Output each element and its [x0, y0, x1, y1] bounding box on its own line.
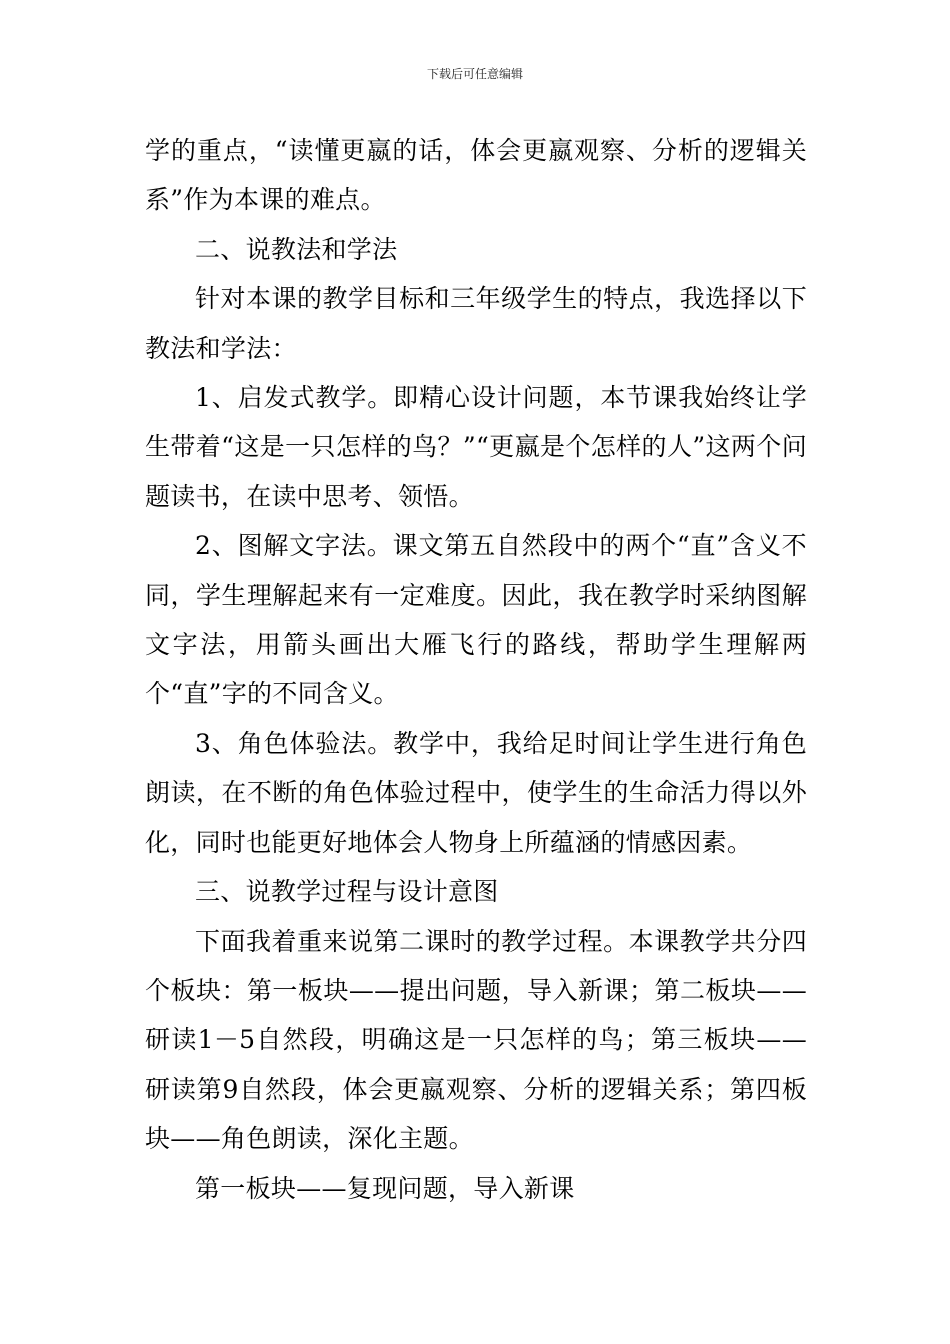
- paragraph-method-1: 1、启发式教学。即精心设计问题，本节课我始终让学生带着“这是一只怎样的鸟？”“更嬴是个怎样的人”这两个问题读书，在读中思考、领悟。: [145, 383, 807, 511]
- subsection-heading-block-1: 第一板块——复现问题，导入新课: [195, 1173, 575, 1203]
- paragraph-process-overview: 下面我着重来说第二课时的教学过程。本课教学共分四个板块：第一板块——提出问题，导入新课；第二板块——研读1－5自然段，明确这是一只怎样的鸟；第三板块——研读第9自然段，体会更嬴观察、分析的逻辑关系；第四板块——角色朗读，深化主题。: [145, 926, 807, 1154]
- paragraph-method-2: 2、图解文字法。课文第五自然段中的两个“直”含义不同，学生理解起来有一定难度。因此，我在教学时采纳图解文字法，用箭头画出大雁飞行的路线，帮助学生理解两个“直”字的不同含义。: [145, 531, 807, 709]
- paragraph-methods-intro: 针对本课的教学目标和三年级学生的特点，我选择以下教法和学法：: [145, 284, 807, 363]
- page-header: 下载后可任意编辑: [426, 67, 523, 81]
- section-heading-teaching-process: 三、说教学过程与设计意图: [195, 877, 499, 907]
- paragraph-method-3: 3、角色体验法。教学中，我给足时间让学生进行角色朗读，在不断的角色体验过程中，使学生的生命活力得以外化，同时也能更好地体会人物身上所蕴涵的情感因素。: [145, 728, 807, 857]
- paragraph-continuation: 学的重点，“读懂更嬴的话，体会更嬴观察、分析的逻辑关系”作为本课的难点。: [145, 136, 807, 215]
- section-heading-teaching-methods: 二、说教法和学法: [195, 234, 398, 264]
- document-body: [145, 126, 807, 1213]
